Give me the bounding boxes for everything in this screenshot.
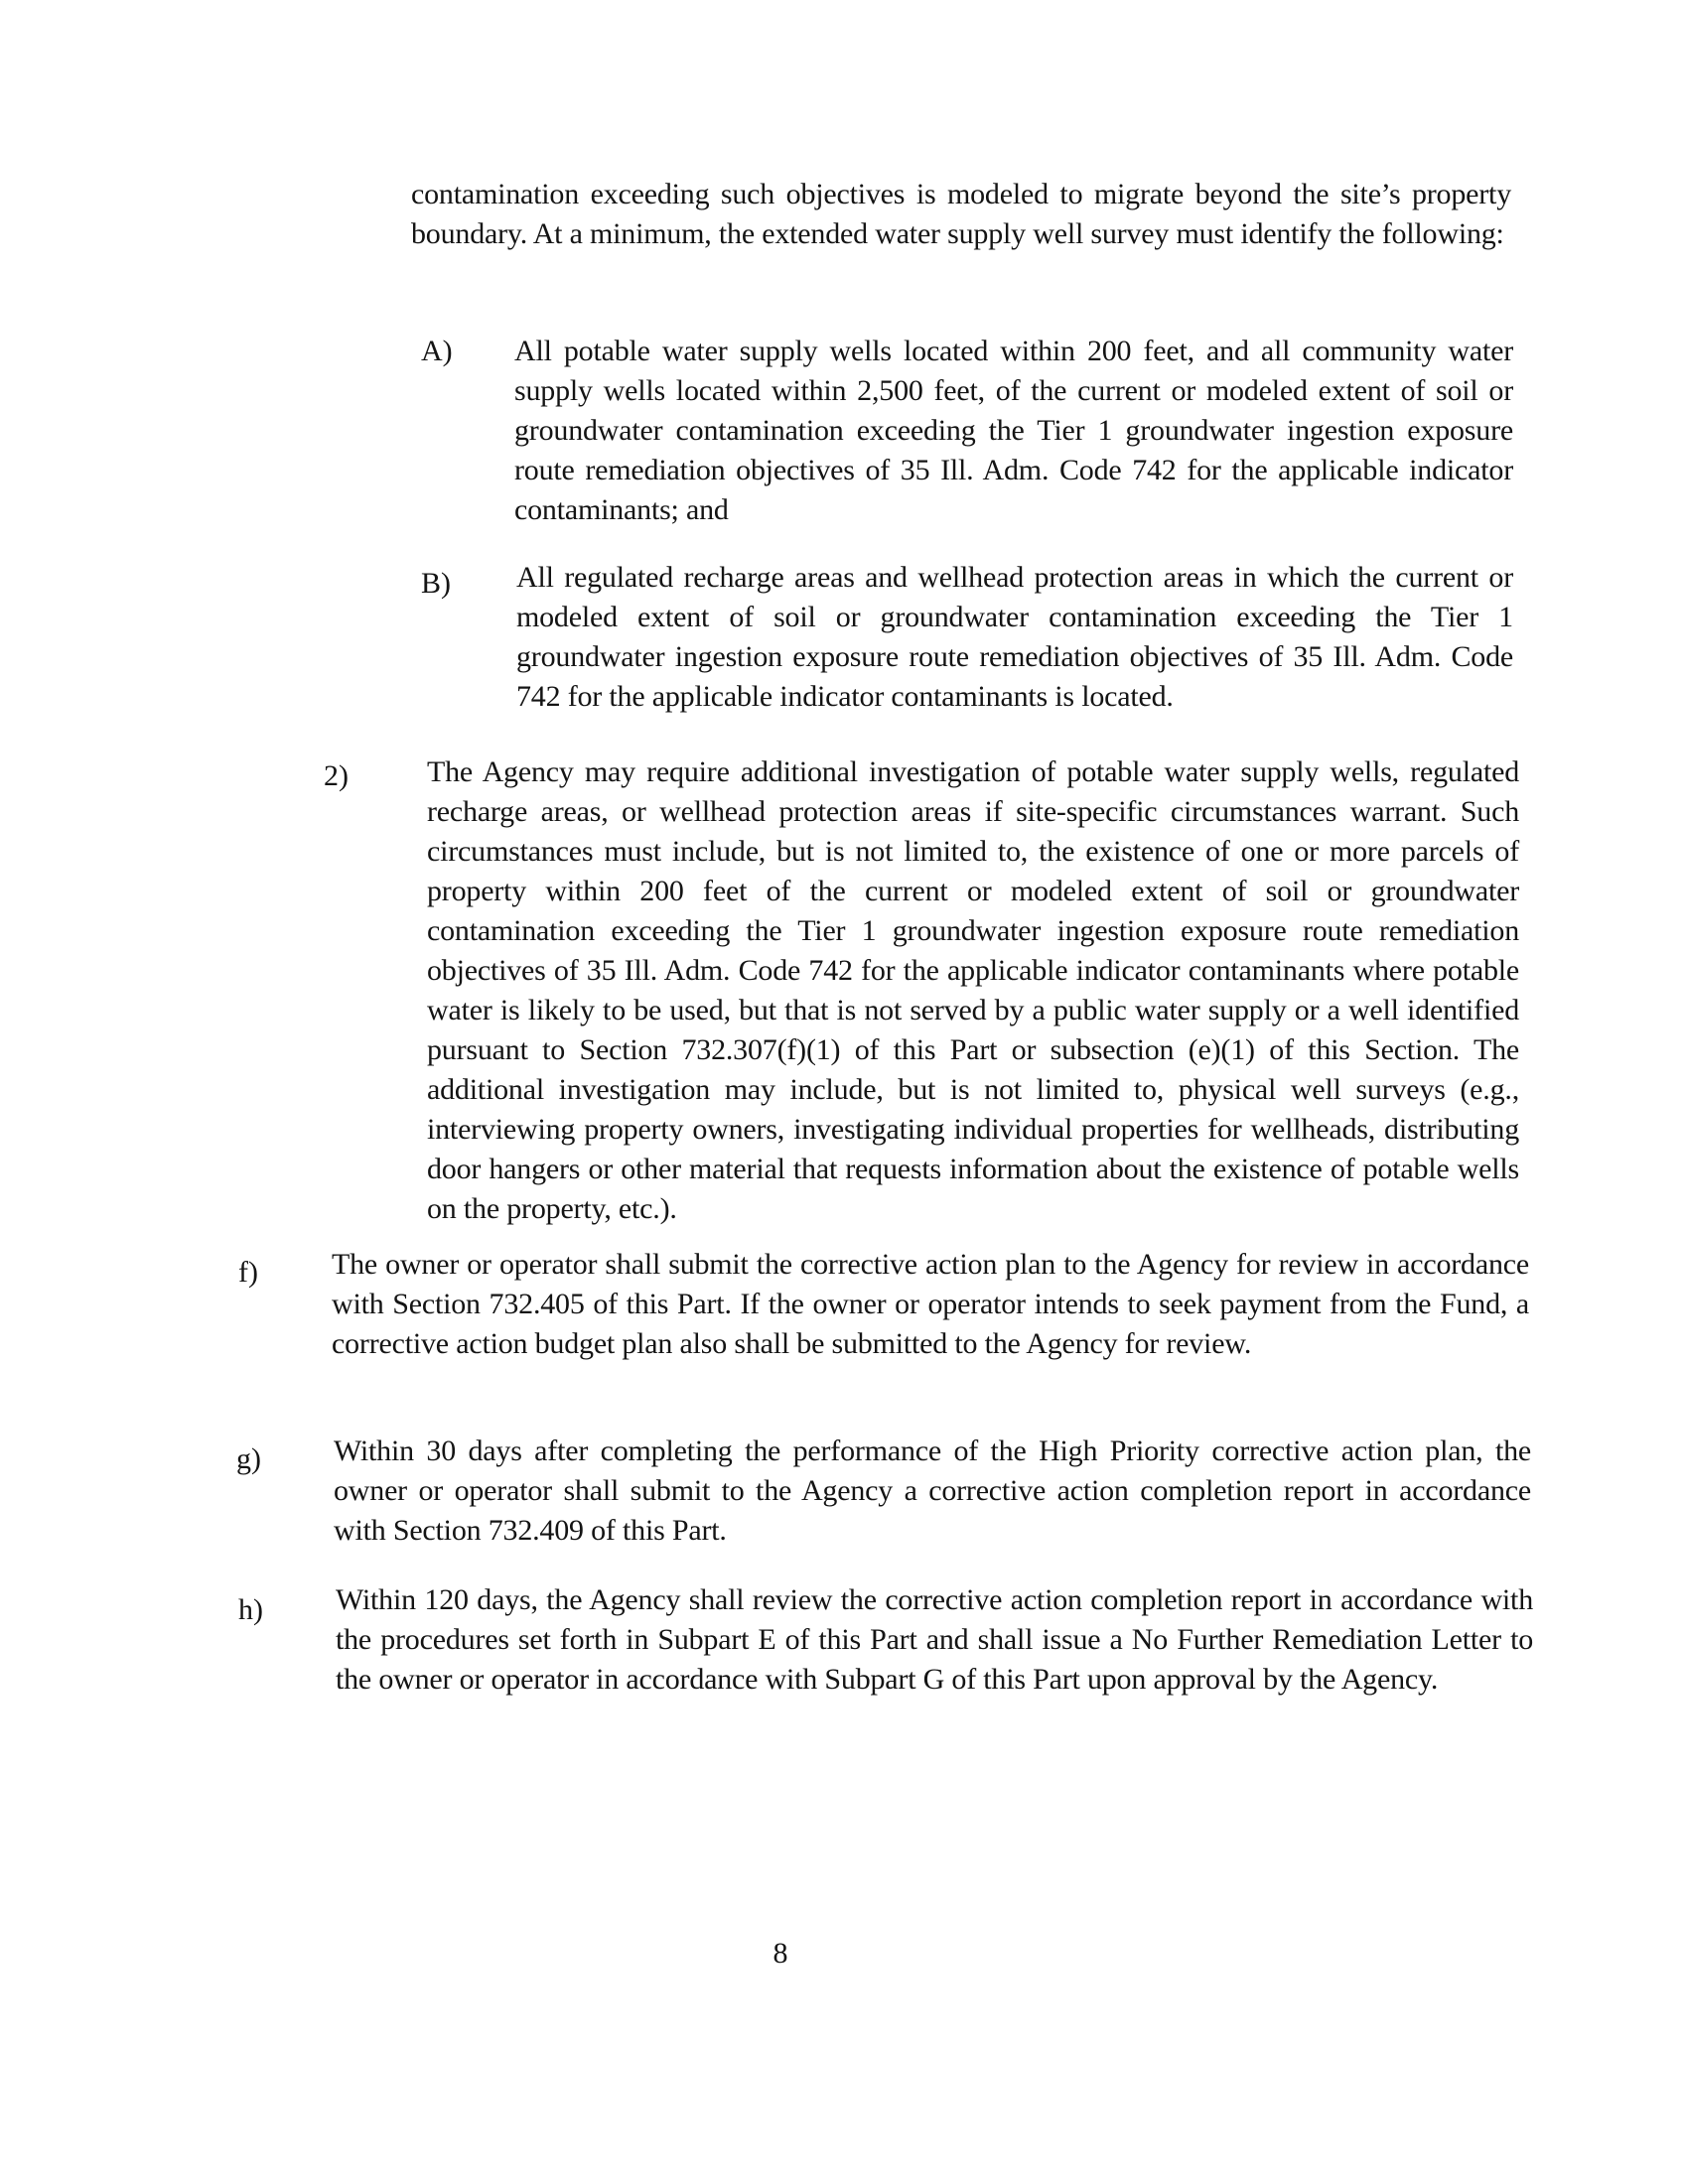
item-2-text: The Agency may require additional investigation of potable water supply wells, regulated recharge areas, or wellhead protection areas if site-specific circumstances warrant. Such circumstances must include, but is not limited to, the existence of one or more parcels of property within 200 feet of the current or modeled extent of soil or groundwater contamination exceeding the Tier 1 groundwater ingestion exposure route remediation objectives of 35 Ill. Adm. Code 742 for the applicable indicator contaminants where potable water is likely to be used, but that is not served by a public water supply or a well identified pursuant to Section 732.307(f)(1) of this Part or subsection (e)(1) of this Section. The additional investigation may include, but is not limited to, physical well surveys (e.g., interviewing property owners, investigating individual properties for wellheads, distributing door hangers or other material that requests information about the existence of potable wells on the property, etc.). (427, 755, 1519, 1225)
section-g-text: Within 30 days after completing the performance of the High Priority corrective action plan, the owner or operator shall submit to the Agency a corrective action completion report in accordance with Section 732.409 of this Part. (334, 1434, 1531, 1547)
section-h-label: h) (238, 1593, 263, 1626)
section-g-label: g) (236, 1442, 261, 1475)
sub-item-b-label: B) (421, 567, 451, 600)
item-2-label: 2) (324, 759, 349, 792)
sub-item-a-text: All potable water supply wells located within 200 feet, and all community water supply wells located within 2,500 feet, of the current or modeled extent of soil or groundwater contamination exceeding the Tier 1 groundwater ingestion exposure route remediation objectives of 35 Ill. Adm. Code 742 for the applicable indicator contaminants; and (514, 335, 1513, 526)
intro-paragraph: contamination exceeding such objectives is modeled to migrate beyond the site’s property boundary. At a minimum, the extended water supply well survey must identify the following: (411, 178, 1511, 250)
sub-item-b-text: All regulated recharge areas and wellhead protection areas in which the current or modeled extent of soil or groundwater contamination exceeding the Tier 1 groundwater ingestion exposure route remediation objectives of 35 Ill. Adm. Code 742 for the applicable indicator contaminants is located. (516, 561, 1513, 713)
section-f-text: The owner or operator shall submit the corrective action plan to the Agency for review in accordance with Section 732.405 of this Part. If the owner or operator intends to seek payment from the Fund, a corrective action budget plan also shall be submitted to the Agency for review. (332, 1248, 1529, 1360)
sub-item-a-label: A) (421, 335, 453, 367)
section-f-label: f) (238, 1256, 258, 1289)
page-number: 8 (772, 1937, 788, 1970)
section-h-text: Within 120 days, the Agency shall review the corrective action completion report in accordance with the procedures set forth in Subpart E of this Part and shall issue a No Further Remediation Letter to the owner or operator in accordance with Subpart G of this Part upon approval by the Agency. (336, 1583, 1533, 1696)
